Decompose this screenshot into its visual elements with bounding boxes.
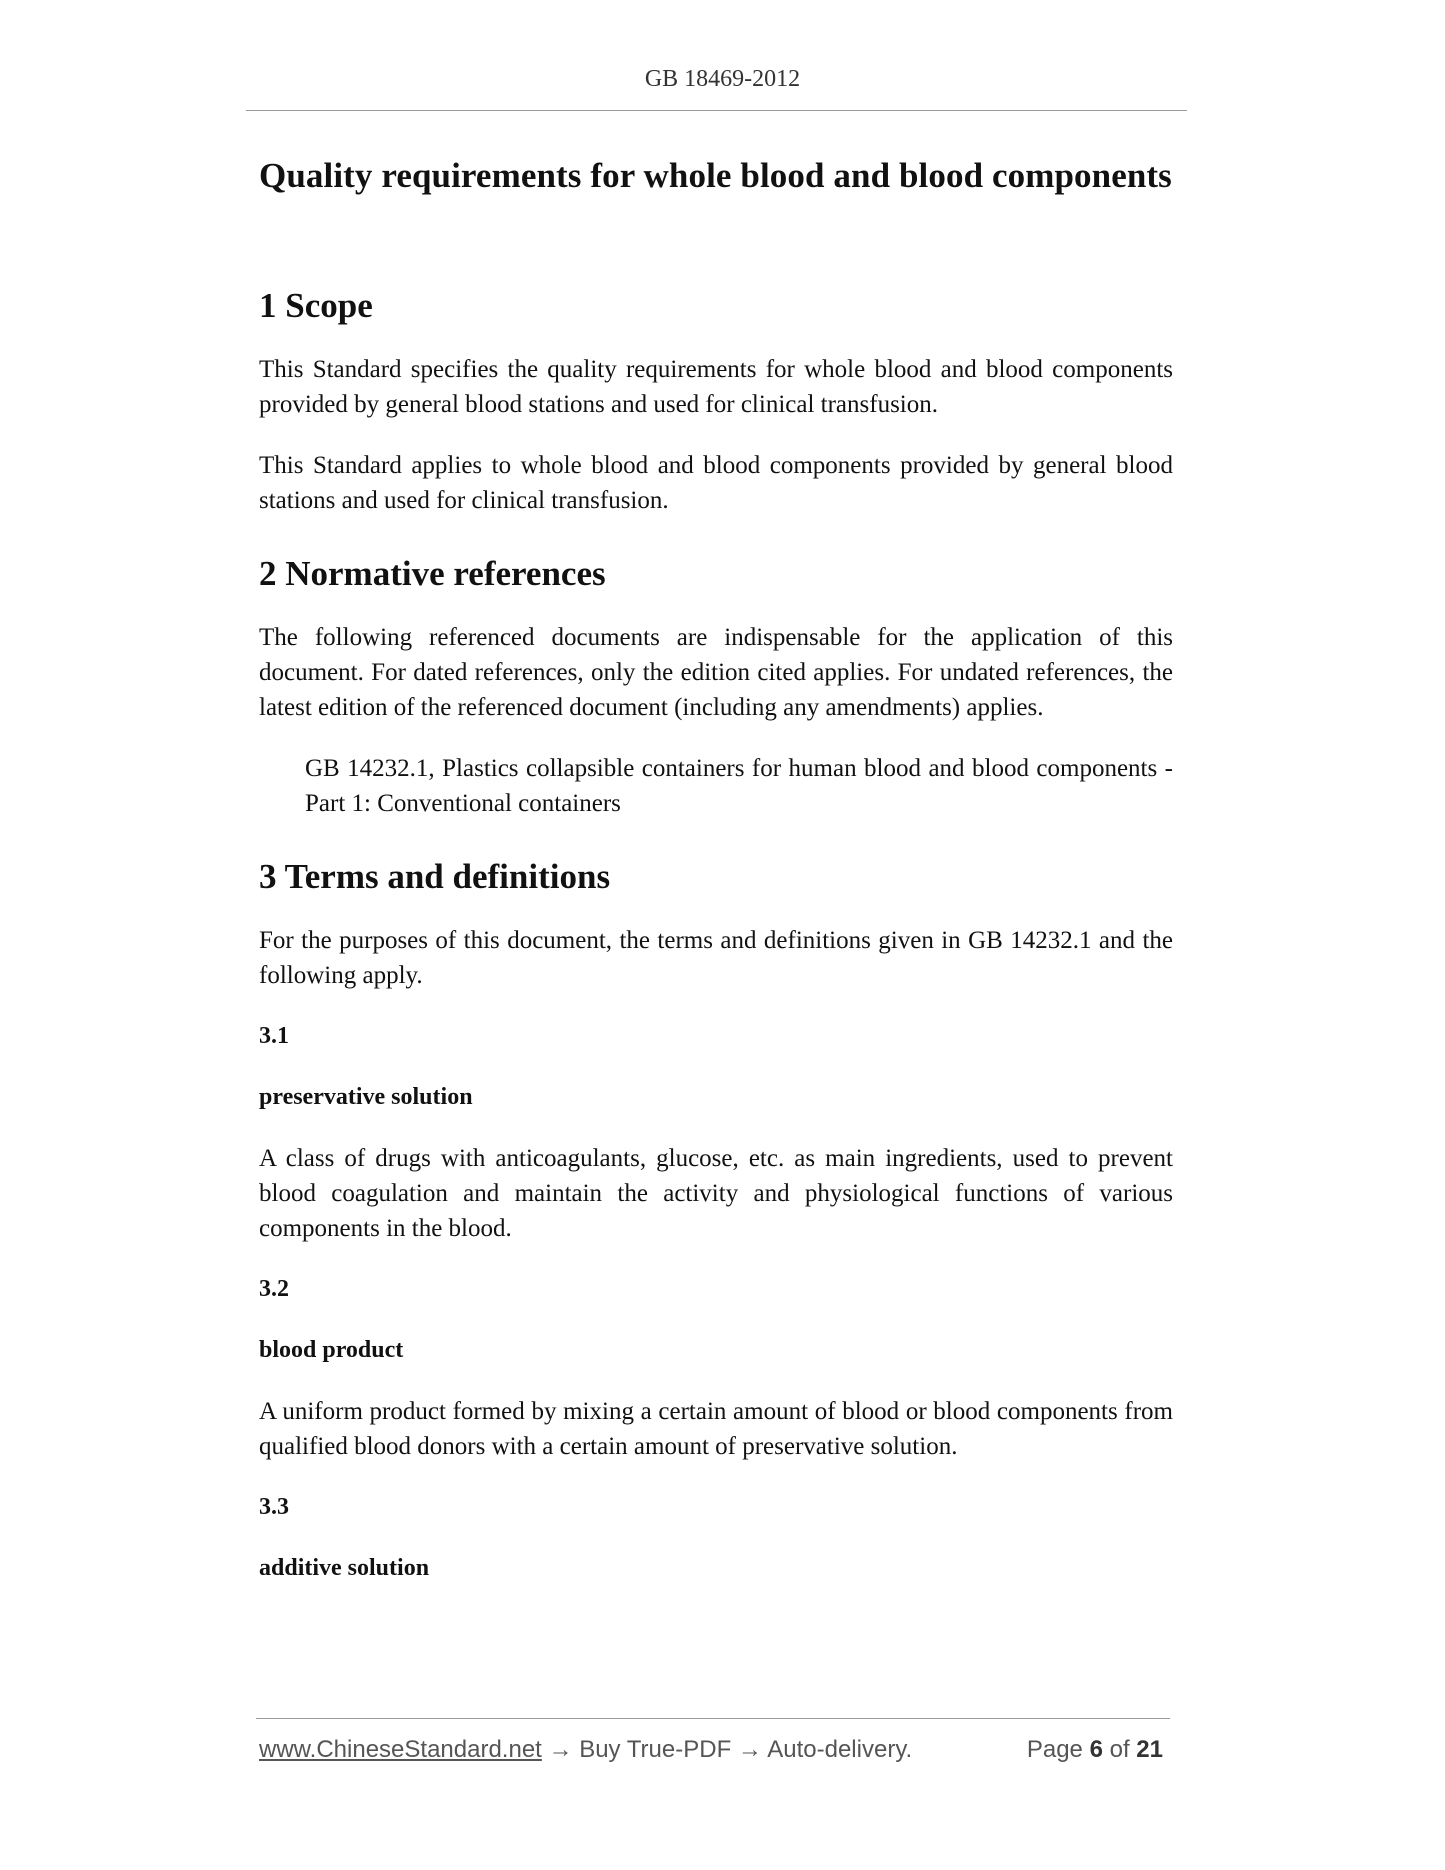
scope-paragraph-2: This Standard applies to whole blood and blood components provided by general blood stations and used for clinical transfusion. <box>259 452 1173 514</box>
term-number: 3.2 <box>259 1276 289 1302</box>
website-link[interactable]: www.ChineseStandard.net <box>259 1736 542 1763</box>
page-current: 6 <box>1089 1736 1103 1763</box>
term-number: 3.3 <box>259 1494 289 1520</box>
page-label: Page <box>1026 1736 1083 1763</box>
page-total: 21 <box>1136 1736 1163 1763</box>
arrow-right-icon: → <box>548 1736 573 1763</box>
page-content <box>259 150 1173 1586</box>
term-name: preservative solution <box>259 1084 473 1110</box>
normative-intro: The following referenced documents are indispensable for the application of this document. For dated references, only the edition cited applies. For undated references, the latest edition of the referenced document (including any amendments) applies. <box>259 624 1173 721</box>
page-footer <box>259 1736 1167 1764</box>
section-heading-terms: 3 Terms and definitions <box>259 857 611 896</box>
arrow-right-icon: → <box>737 1736 762 1763</box>
footer-divider <box>256 1718 1170 1719</box>
scope-paragraph-1: This Standard specifies the quality requirements for whole blood and blood components provided by general blood stations and used for clinical transfusion. <box>259 356 1173 418</box>
terms-intro: For the purposes of this document, the terms and definitions given in GB 14232.1 and the following apply. <box>259 927 1173 989</box>
delivery-text: Auto-delivery. <box>767 1736 913 1763</box>
normative-reference-item: GB 14232.1, Plastics collapsible containers for human blood and blood components - Part 1: Conventional containers <box>305 755 1173 817</box>
section-heading-normative: 2 Normative references <box>259 554 606 593</box>
section-heading-scope: 1 Scope <box>259 286 373 325</box>
term-name: additive solution <box>259 1555 430 1581</box>
term-definition: A class of drugs with anticoagulants, glucose, etc. as main ingredients, used to prevent blood coagulation and maintain the activity and physiological functions of various components in the blood. <box>259 1145 1173 1242</box>
buy-text: Buy True-PDF <box>579 1736 732 1763</box>
term-name: blood product <box>259 1337 404 1363</box>
page-of: of <box>1109 1736 1130 1763</box>
term-number: 3.1 <box>259 1023 289 1049</box>
page-indicator <box>1027 1736 1163 1764</box>
document-title: Quality requirements for whole blood and blood components <box>259 156 1172 195</box>
footer-promo <box>259 1736 912 1764</box>
header-divider <box>246 110 1187 111</box>
running-header: GB 18469-2012 <box>644 66 801 92</box>
term-definition: A uniform product formed by mixing a certain amount of blood or blood components from qualified blood donors with a certain amount of preservative solution. <box>259 1398 1173 1460</box>
